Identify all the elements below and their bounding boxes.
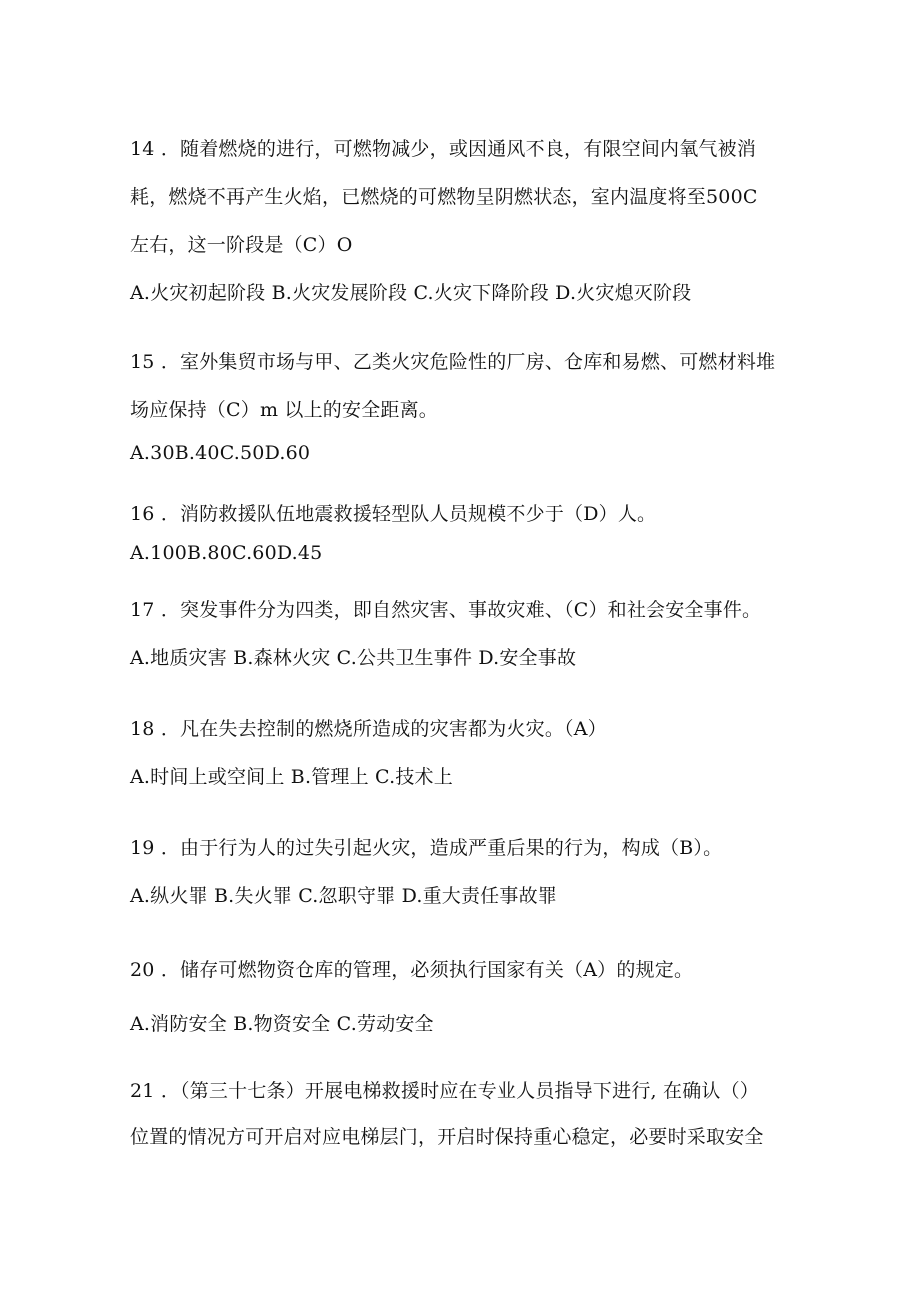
question-20-options: A.消防安全 B.物资安全 C.劳动安全 [130, 1013, 434, 1035]
question-19-line-1: 19 ．由于行为人的过失引起火灾，造成严重后果的行为，构成（B）。 [130, 837, 723, 859]
question-16-line-1: 16 ．消防救援队伍地震救援轻型队人员规模不少于（D）人。 [130, 503, 657, 525]
question-17-line-1: 17 ．突发事件分为四类，即自然灾害、事故灾难、（C）和社会安全事件。 [130, 599, 762, 621]
question-15-line-2: 场应保持（C）m 以上的安全距离。 [130, 399, 438, 421]
question-14-line-2: 耗，燃烧不再产生火焰，已燃烧的可燃物呈阴燃状态，室内温度将至500C [130, 186, 758, 208]
question-14-line-3: 左右，这一阶段是（C）O [130, 234, 353, 256]
question-14-options: A.火灾初起阶段 B.火灾发展阶段 C.火灾下降阶段 D.火灾熄灭阶段 [130, 282, 692, 304]
question-15-options: A.30B.40C.50D.60 [130, 442, 311, 464]
question-18-line-1: 18 ．凡在失去控制的燃烧所造成的灾害都为火灾。（A） [130, 718, 607, 740]
question-21-line-2: 位置的情况方可开启对应电梯层门，开启时保持重心稳定，必要时采取安全 [130, 1126, 764, 1148]
question-21-line-1: 21 ．（第三十七条）开展电梯救援时应在专业人员指导下进行, 在确认（） [130, 1080, 759, 1102]
question-19-options: A.纵火罪 B.失火罪 C.忽职守罪 D.重大责任事故罪 [130, 885, 557, 907]
question-17-options: A.地质灾害 B.森林火灾 C.公共卫生事件 D.安全事故 [130, 647, 577, 669]
question-14-line-1: 14 ．随着燃烧的进行，可燃物减少，或因通风不良，有限空间内氧气被消 [130, 138, 757, 160]
question-15-line-1: 15 ．室外集贸市场与甲、乙类火灾危险性的厂房、仓库和易燃、可燃材料堆 [130, 351, 776, 373]
question-16-options: A.100B.80C.60D.45 [130, 542, 323, 564]
question-18-options: A.时间上或空间上 B.管理上 C.技术上 [130, 766, 453, 788]
question-20-line-1: 20 ．储存可燃物资仓库的管理，必须执行国家有关（A）的规定。 [130, 959, 694, 981]
